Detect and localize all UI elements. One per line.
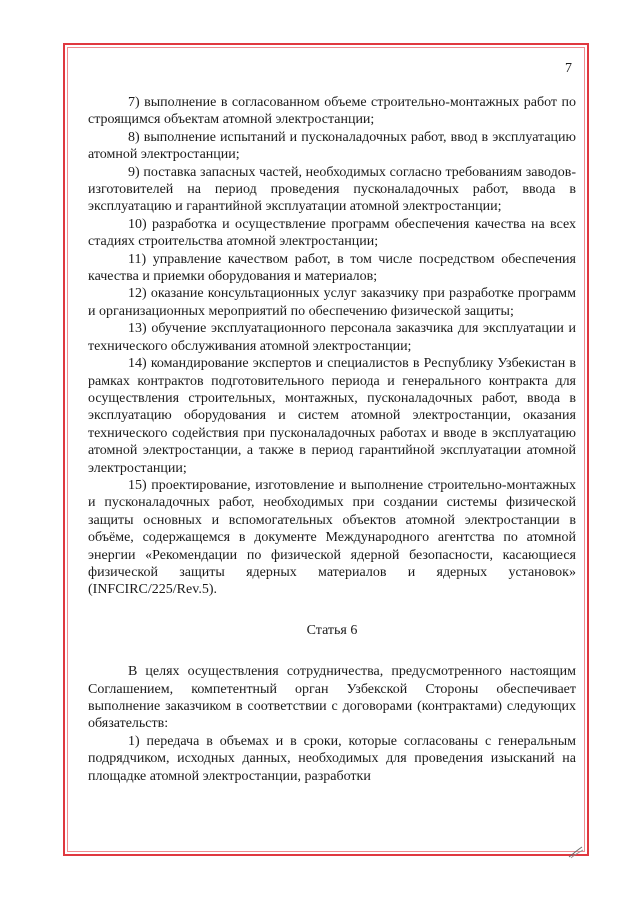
article-heading: Статья 6 <box>306 622 358 638</box>
pen-mark-icon <box>568 845 584 859</box>
paragraph-item-11: 11) управление качеством работ, в том числе посредством обеспечения качества и приемки оборудования и материалов; <box>88 251 576 285</box>
paragraph-item-8: 8) выполнение испытаний и пусконаладочных работ, ввод в эксплуатацию атомной электростанции; <box>88 129 576 163</box>
paragraph-item-13: 13) обучение эксплуатационного персонала заказчика для эксплуатации и технического обслуживания атомной электростанции; <box>88 321 576 354</box>
article-intro-paragraph: В целях осуществления сотрудничества, предусмотренного настоящим Соглашением, компетентный орган Узбекской Стороны обеспечивает выполнение заказчиком в соответствии с договорами (контрактами) следующих обязательств: <box>88 664 576 732</box>
paragraph-item-10: 10) разработка и осуществление программ обеспечения качества на всех стадиях строительства атомной электростанции; <box>88 216 576 250</box>
paragraph-item-15: 15) проектирование, изготовление и выполнение строительно-монтажных и пусконаладочных работ, необходимых при создании системы физической защиты основных и вспомогательных объектов атомной электростанции в объёме, содержащемся в документе Международного агентства по атомной энергии «Рекомендации по физической ядерной безопасности, касающиеся физической защиты ядерных материалов и ядерных установок» (INFCIRC/225/Rev.5). <box>88 477 576 598</box>
page-number: 7 <box>565 61 572 76</box>
paragraph-item-12: 12) оказание консультационных услуг заказчику при разработке программ и организационных мероприятий по обеспечению физической защиты; <box>88 286 576 319</box>
document-body <box>88 94 576 785</box>
paragraph-item-14: 14) командирование экспертов и специалистов в Республику Узбекистан в рамках контрактов подготовительного периода и генерального контракта для осуществления строительных, монтажных, пусконаладочных работ, ввода в эксплуатацию оборудования и систем атомной электростанции, оказания технического содействия при пусконаладочных работах и вводе в эксплуатацию атомной электростанции, а также в период гарантийной эксплуатации атомной электростанции; <box>88 356 576 476</box>
paragraph-item-7: 7) выполнение в согласованном объеме строительно-монтажных работ по строящимся объектам атомной электростанции; <box>88 95 576 128</box>
obligation-item-1: 1) передача в объемах и в сроки, которые согласованы с генеральным подрядчиком, исходных данных, необходимых для проведения изысканий на площадке атомной электростанции, разработки <box>88 733 576 784</box>
paragraph-item-9: 9) поставка запасных частей, необходимых согласно требованиям заводов-изготовителей на период проведения пусконаладочных работ, ввода в эксплуатацию и гарантийной эксплуатации атомной электростанции; <box>88 164 576 215</box>
